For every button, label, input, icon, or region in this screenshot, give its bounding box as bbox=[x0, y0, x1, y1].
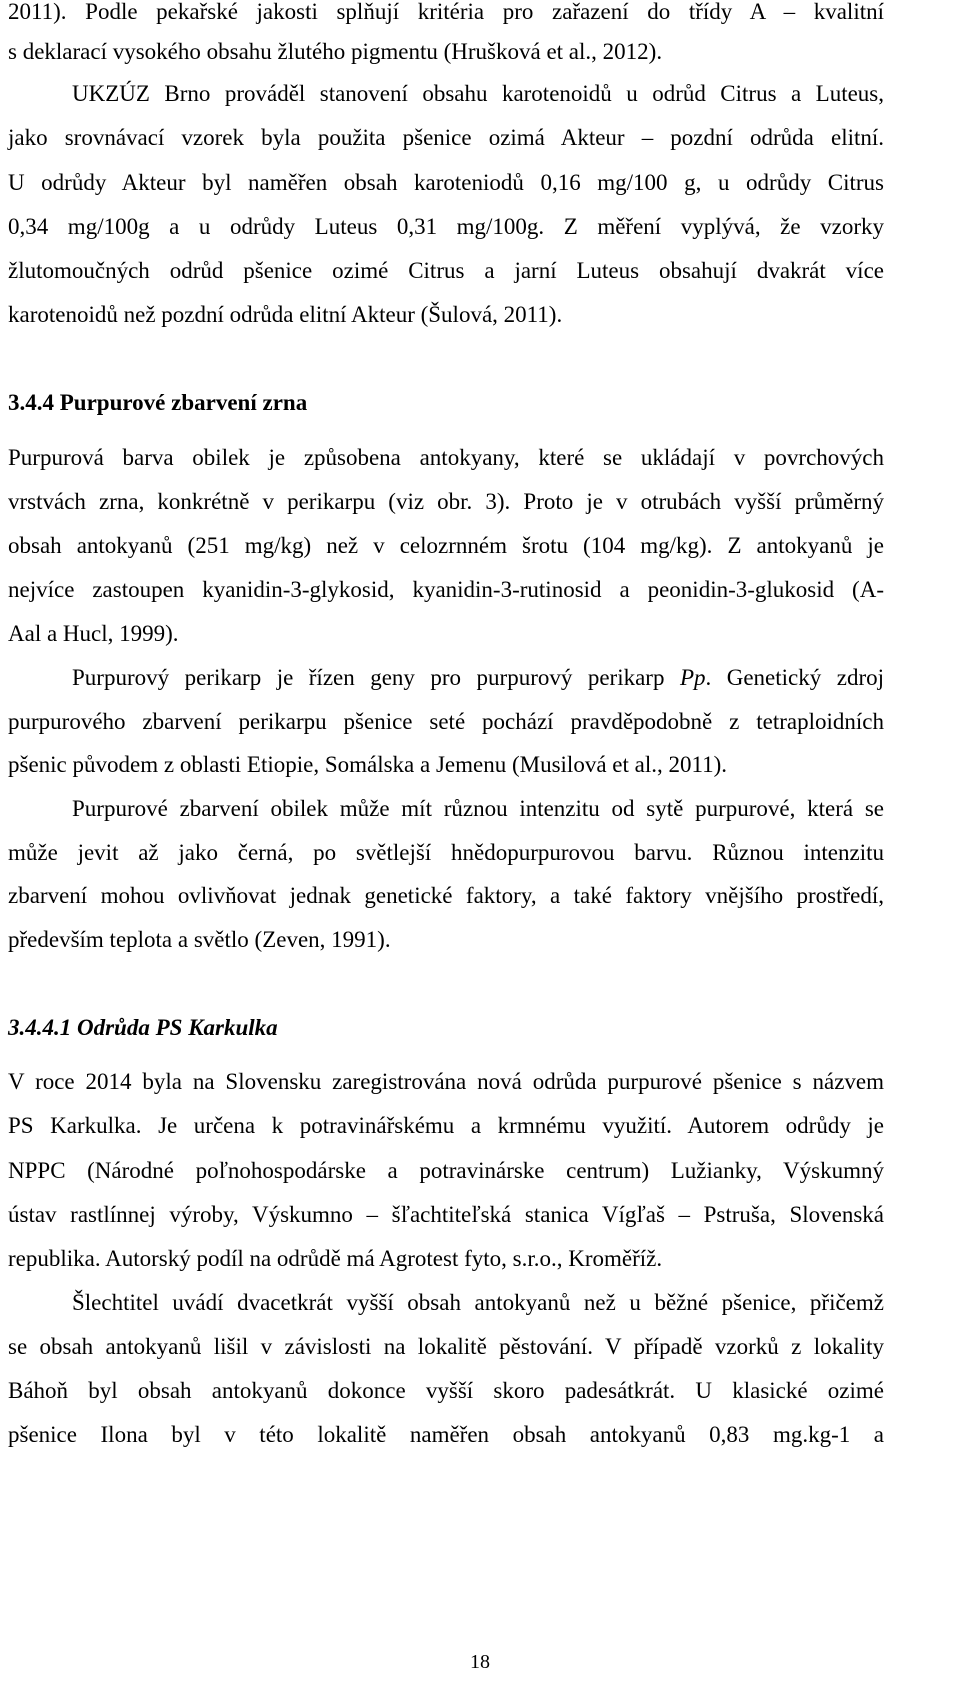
text-line: NPPC (Národné poľnohospodárske a potravinárske centrum) Lužianky, Výskumný bbox=[8, 1158, 884, 1183]
text-line: U odrůdy Akteur byl naměřen obsah karoteniodů 0,16 mg/100 g, u odrůdy Citrus bbox=[8, 170, 884, 195]
text-line: jako srovnávací vzorek byla použita pšenice ozimá Akteur – pozdní odrůda elitní. bbox=[8, 125, 884, 150]
text-line-part: Purpurový perikarp je řízen geny pro purpurový perikarp bbox=[72, 665, 665, 690]
text-line: pšenice Ilona byl v této lokalitě naměřen obsah antokyanů 0,83 mg.kg-1 a bbox=[8, 1422, 884, 1447]
text-line: Purpurové zbarvení obilek může mít různou intenzitu od sytě purpurové, která se bbox=[72, 796, 884, 821]
page-number: 18 bbox=[470, 1651, 490, 1673]
text-line: Purpurová barva obilek je způsobena antokyany, které se ukládají v povrchových bbox=[8, 445, 884, 470]
text-line: obsah antokyanů (251 mg/kg) než v celozrnném šrotu (104 mg/kg). Z antokyanů je bbox=[8, 533, 884, 558]
gene-symbol: Pp bbox=[679, 665, 706, 690]
text-line: pšenic původem z oblasti Etiopie, Somálska a Jemenu (Musilová et al., 2011). bbox=[8, 752, 728, 777]
text-line: republika. Autorský podíl na odrůdě má Agrotest fyto, s.r.o., Kroměříž. bbox=[8, 1246, 663, 1271]
text-line: 0,34 mg/100g a u odrůdy Luteus 0,31 mg/100g. Z měření vyplývá, že vzorky bbox=[8, 214, 884, 239]
text-line: 2011). Podle pekařské jakosti splňují kritéria pro zařazení do třídy A – kvalitní bbox=[8, 0, 884, 24]
text-line: Báhoň byl obsah antokyanů dokonce vyšší skoro padesátkrát. U klasické ozimé bbox=[8, 1378, 884, 1403]
text-line: ústav rastlínnej výroby, Výskumno – šľachtiteľská stanica Vígľaš – Pstruša, Slovenská bbox=[8, 1202, 884, 1227]
text-line: purpurového zbarvení perikarpu pšenice seté pochází pravděpodobně z tetraploidních bbox=[8, 709, 884, 734]
text-line: vrstvách zrna, konkrétně v perikarpu (viz obr. 3). Proto je v otrubách vyšší průměrný bbox=[8, 489, 884, 514]
text-line: může jevit až jako černá, po světlejší hnědopurpurovou barvu. Různou intenzitu bbox=[8, 840, 884, 865]
text-line: V roce 2014 byla na Slovensku zaregistrována nová odrůda purpurové pšenice s názvem bbox=[8, 1069, 884, 1094]
text-line bbox=[72, 664, 884, 692]
subsection-heading: 3.4.4.1 Odrůda PS Karkulka bbox=[8, 1015, 278, 1040]
text-line: karotenoidů než pozdní odrůda elitní Akteur (Šulová, 2011). bbox=[8, 302, 563, 327]
text-line: Aal a Hucl, 1999). bbox=[8, 621, 179, 646]
text-line: PS Karkulka. Je určena k potravinářskému a krmnému využití. Autorem odrůdy je bbox=[8, 1113, 884, 1138]
text-line-part: . Genetický zdroj bbox=[705, 665, 884, 690]
section-heading: 3.4.4 Purpurové zbarvení zrna bbox=[8, 390, 308, 415]
text-line: UKZÚZ Brno prováděl stanovení obsahu karotenoidů u odrůd Citrus a Luteus, bbox=[72, 81, 884, 106]
text-line: nejvíce zastoupen kyanidin-3-glykosid, kyanidin-3-rutinosid a peonidin-3-glukosid (A- bbox=[8, 577, 884, 602]
text-line: především teplota a světlo (Zeven, 1991). bbox=[8, 927, 391, 952]
text-line: se obsah antokyanů lišil v závislosti na lokalitě pěstování. V případě vzorků z lokality bbox=[8, 1334, 884, 1359]
text-line: žlutomoučných odrůd pšenice ozimé Citrus a jarní Luteus obsahují dvakrát více bbox=[8, 258, 884, 283]
text-line: zbarvení mohou ovlivňovat jednak genetické faktory, a také faktory vnějšího prostředí, bbox=[8, 883, 884, 908]
text-line: Šlechtitel uvádí dvacetkrát vyšší obsah antokyanů než u běžné pšenice, přičemž bbox=[72, 1290, 884, 1315]
text-line: s deklarací vysokého obsahu žlutého pigmentu (Hrušková et al., 2012). bbox=[8, 39, 663, 64]
